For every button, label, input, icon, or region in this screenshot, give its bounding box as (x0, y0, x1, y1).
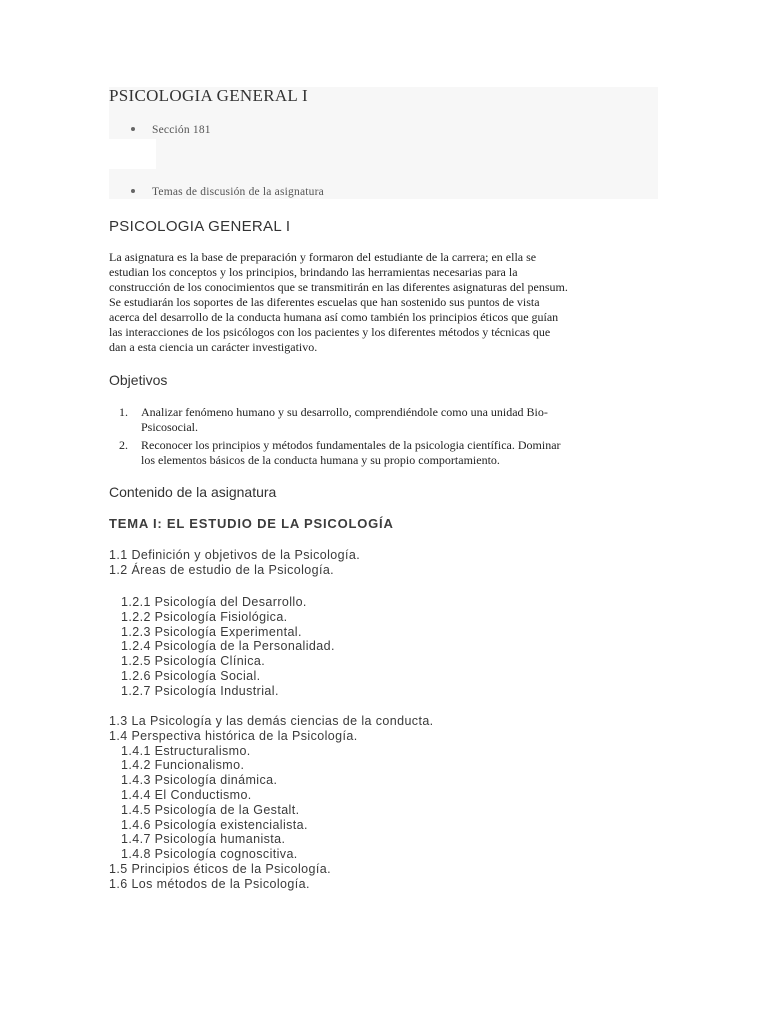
syllabus-subitem: 1.2.5 Psicología Clínica. (121, 654, 266, 669)
bullet-icon (131, 189, 135, 193)
syllabus-subitem: 1.4.2 Funcionalismo. (121, 758, 245, 773)
syllabus-subitem: 1.4.3 Psicología dinámica. (121, 773, 278, 788)
description-line: Se estudiarán los soportes de las diferentes escuelas que han sostenido sus puntos de vista (109, 295, 540, 309)
objective-text-line: Analizar fenómeno humano y su desarrollo, comprendiéndole como una unidad Bio- (141, 405, 548, 419)
syllabus-subitem: 1.4.5 Psicología de la Gestalt. (121, 802, 300, 817)
description-line: construcción de los conocimientos que se transmitirán en las diferentes asignaturas del pensum. (109, 280, 568, 294)
syllabus-subitem: 1.2.7 Psicología Industrial. (121, 683, 279, 698)
description-line: estudian los conceptos y los principios, brindando las herramientas necesarias para la (109, 265, 518, 279)
objective-number: 1. (119, 405, 128, 419)
syllabus-item: 1.3 La Psicología y las demás ciencias de la conducta. (109, 714, 434, 728)
objectives-list (109, 405, 649, 471)
content-heading: Contenido de la asignatura (109, 484, 277, 500)
objective-number: 2. (119, 438, 128, 452)
objective-text-line: Psicosocial. (141, 420, 198, 434)
course-title: PSICOLOGIA GENERAL I (109, 218, 291, 235)
description-line: dan a esta ciencia un carácter investigativo. (109, 340, 318, 354)
syllabus-item: 1.4 Perspectiva histórica de la Psicología. (109, 728, 358, 743)
objective-item (109, 405, 649, 435)
objectives-heading: Objetivos (109, 372, 168, 388)
course-description (109, 250, 664, 355)
nav-item-seccion[interactable] (131, 124, 211, 136)
syllabus-group-2 (109, 595, 521, 699)
nav-item-temas[interactable] (131, 186, 324, 198)
syllabus-subitem: 1.4.7 Psicología humanista. (121, 832, 286, 847)
syllabus-item: 1.6 Los métodos de la Psicología. (109, 876, 310, 891)
description-line: acerca del desarrollo de la conducta humana así como también los principios éticos que guían (109, 310, 559, 324)
syllabus-subitem: 1.4.6 Psicología existencialista. (121, 817, 308, 832)
syllabus-item: 1.1 Definición y objetivos de la Psicología. (109, 548, 361, 562)
syllabus-subitem: 1.2.6 Psicología Social. (121, 668, 261, 683)
nav-panel-gap (109, 139, 156, 169)
nav-item-label: Temas de discusión de la asignatura (152, 186, 324, 198)
objective-item (109, 438, 649, 468)
syllabus-group-3 (109, 714, 509, 892)
objective-text-line: Reconocer los principios y métodos fundamentales de la psicologia científica. Dominar (141, 438, 561, 452)
syllabus-subitem: 1.2.4 Psicología de la Personalidad. (121, 639, 335, 654)
syllabus-item: 1.2 Áreas de estudio de la Psicología. (109, 562, 335, 577)
tema-title: TEMA I: EL ESTUDIO DE LA PSICOLOGÍA (109, 516, 394, 531)
syllabus-subitem: 1.2.1 Psicología del Desarrollo. (121, 595, 307, 609)
bullet-icon (131, 127, 135, 131)
syllabus-subitem: 1.2.3 Psicología Experimental. (121, 624, 302, 639)
syllabus-subitem: 1.2.2 Psicología Fisiológica. (121, 609, 288, 624)
description-line: las interacciones de los psicólogos con los pacientes y los diferentes métodos y técnicas que (109, 325, 551, 339)
objective-text-line: los elementos básicos de la conducta humana y su propio comportamiento. (141, 453, 500, 467)
syllabus-subitem: 1.4.4 El Conductismo. (121, 787, 252, 802)
syllabus-item: 1.5 Principios éticos de la Psicología. (109, 861, 331, 876)
syllabus-subitem: 1.4.1 Estructuralismo. (121, 743, 251, 758)
nav-item-label: Sección 181 (152, 124, 211, 136)
page-title: PSICOLOGIA GENERAL I (109, 86, 308, 105)
syllabus-subitem: 1.4.8 Psicología cognoscitiva. (121, 847, 298, 862)
syllabus-group-1 (109, 548, 509, 578)
description-line: La asignatura es la base de preparación y formaron del estudiante de la carrera; en ella se (109, 250, 537, 264)
